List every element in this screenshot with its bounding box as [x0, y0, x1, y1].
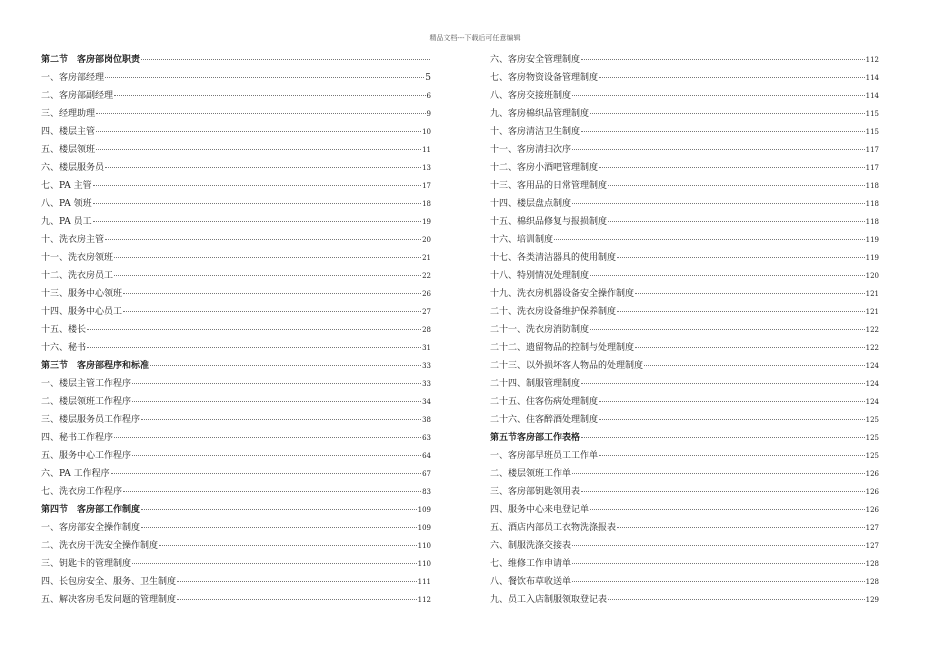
toc-page-number: 33 [422, 380, 431, 388]
toc-entry-title: 十四、楼层盘点制度 [490, 199, 572, 209]
dot-leader [93, 202, 421, 204]
dot-leader [599, 76, 865, 78]
toc-entry[interactable] [490, 195, 879, 213]
toc-entry-title: 二、楼层领班工作单 [490, 469, 572, 479]
toc-entry[interactable] [41, 321, 431, 339]
toc-page-number: 11 [422, 146, 431, 154]
dot-leader [93, 220, 421, 222]
dot-leader [590, 274, 865, 276]
toc-entry[interactable] [490, 501, 879, 519]
toc-entry[interactable] [41, 429, 431, 447]
toc-section-heading[interactable] [490, 429, 879, 447]
dot-leader [105, 166, 421, 168]
toc-entry-title: 十三、客用品的日常管理制度 [490, 181, 608, 191]
toc-entry-title: 一、楼层主管工作程序 [41, 379, 132, 389]
toc-entry-title: 六、制服洗涤交接表 [490, 541, 572, 551]
toc-entry[interactable] [41, 69, 431, 87]
dot-leader [572, 472, 865, 474]
dot-leader [96, 148, 421, 150]
toc-page-number: 120 [865, 272, 879, 280]
toc-page-number: 110 [417, 542, 431, 550]
toc-entry-title: 十、洗衣房主管 [41, 235, 105, 245]
dot-leader [599, 400, 865, 402]
dot-leader [150, 364, 421, 366]
dot-leader [617, 310, 865, 312]
toc-page-number: 19 [422, 218, 431, 226]
toc-entry-title: 十二、洗衣房员工 [41, 271, 114, 281]
dot-leader [123, 490, 421, 492]
toc-page-number: 118 [865, 218, 879, 226]
toc-entry-title: 十四、服务中心员工 [41, 307, 123, 317]
dot-leader [617, 526, 865, 528]
dot-leader [608, 598, 865, 600]
toc-entry-title: 一、客房部早班员工工作单 [490, 451, 599, 461]
toc-entry[interactable] [41, 375, 431, 393]
toc-entry-title: 十一、客房清扫次序 [490, 145, 572, 155]
toc-entry[interactable] [490, 591, 879, 609]
toc-entry[interactable] [490, 69, 879, 87]
dot-leader [599, 454, 865, 456]
dot-leader [87, 328, 421, 330]
toc-entry[interactable] [490, 357, 879, 375]
toc-entry[interactable] [490, 483, 879, 501]
toc-entry-title: 一、客房部安全操作制度 [41, 523, 141, 533]
toc-entry-title: 二十二、遗留物品的控制与处理制度 [490, 343, 635, 353]
toc-entry-title: 九、员工入店制服领取登记表 [490, 595, 608, 605]
dot-leader [93, 184, 421, 186]
toc-page-number: 34 [422, 398, 431, 406]
toc-page-number: 128 [865, 560, 879, 568]
toc-page-number: 118 [865, 200, 879, 208]
dot-leader [581, 130, 865, 132]
toc-entry-title: 六、PA 工作程序 [41, 469, 110, 479]
toc-entry-title: 六、客房安全管理制度 [490, 55, 581, 65]
toc-entry[interactable] [490, 393, 879, 411]
toc-entry[interactable] [41, 87, 431, 105]
dot-leader [644, 364, 865, 366]
toc-page-number: 115 [865, 110, 879, 118]
toc-entry[interactable] [490, 123, 879, 141]
dot-leader [581, 436, 865, 438]
toc-entry[interactable] [490, 465, 879, 483]
toc-entry-title: 六、楼层服务员 [41, 163, 105, 173]
dot-leader [105, 238, 421, 240]
toc-entry-title: 二十一、洗衣房消防制度 [490, 325, 590, 335]
toc-page-number: 5 [425, 73, 431, 83]
toc-entry-title: 二十五、住客伤病处理制度 [490, 397, 599, 407]
toc-entry[interactable] [490, 141, 879, 159]
toc-page-number: 125 [865, 416, 879, 424]
toc-page-number: 119 [865, 236, 879, 244]
toc-entry-title: 四、楼层主管 [41, 127, 96, 137]
toc-entry[interactable] [41, 591, 431, 609]
toc-page-number: 126 [865, 470, 879, 478]
toc-entry-title: 五、酒店内部员工衣物洗涤报表 [490, 523, 617, 533]
dot-leader [132, 562, 417, 564]
dot-leader [132, 454, 421, 456]
toc-entry-title: 五、解决客房毛发问题的管理制度 [41, 595, 177, 605]
toc-entry[interactable] [41, 339, 431, 357]
toc-page-number: 117 [865, 146, 879, 154]
toc-entry-title: 三、经理助理 [41, 109, 96, 119]
toc-entry[interactable] [41, 519, 431, 537]
dot-leader [141, 58, 430, 60]
toc-page-number: 111 [417, 578, 431, 586]
toc-page-number: 127 [865, 524, 879, 532]
toc-entry[interactable] [490, 411, 879, 429]
toc-page-number: 33 [422, 362, 431, 370]
dot-leader [635, 346, 865, 348]
dot-leader [590, 328, 865, 330]
toc-page-number: 114 [865, 92, 879, 100]
dot-leader [572, 544, 865, 546]
toc-entry[interactable] [490, 303, 879, 321]
toc-page-number: 10 [422, 128, 431, 136]
toc-entry-title: 九、PA 员工 [41, 217, 92, 227]
dot-leader [132, 400, 421, 402]
dot-leader [581, 490, 865, 492]
toc-page-number: 118 [865, 182, 879, 190]
toc-entry[interactable] [490, 231, 879, 249]
toc-page-number: 112 [865, 56, 879, 64]
toc-page-number: 124 [865, 398, 879, 406]
toc-page-number: 21 [422, 254, 431, 262]
toc-page-number: 117 [865, 164, 879, 172]
dot-leader [111, 472, 421, 474]
dot-leader [114, 94, 426, 96]
toc-entry-title: 三、楼层服务员工作程序 [41, 415, 141, 425]
toc-entry-title: 五、楼层领班 [41, 145, 96, 155]
toc-entry[interactable] [41, 537, 431, 555]
toc-entry-title: 十二、客房小酒吧管理制度 [490, 163, 599, 173]
toc-entry[interactable] [41, 393, 431, 411]
toc-entry-title: 十七、各类清洁器具的使用制度 [490, 253, 617, 263]
toc-section-heading[interactable] [41, 357, 431, 375]
toc-entry[interactable] [490, 519, 879, 537]
toc-entry[interactable] [490, 573, 879, 591]
toc-entry-title: 十、客房清洁卫生制度 [490, 127, 581, 137]
toc-entry-title: 第四节 客房部工作制度 [41, 505, 141, 515]
toc-entry-title: 第五节客房部工作表格 [490, 433, 581, 443]
toc-entry[interactable] [490, 213, 879, 231]
toc-entry-title: 十五、楼长 [41, 325, 87, 335]
toc-entry[interactable] [490, 375, 879, 393]
toc-page-number: 115 [865, 128, 879, 136]
dot-leader [123, 310, 421, 312]
toc-entry-title: 四、服务中心来电登记单 [490, 505, 590, 515]
dot-leader [114, 436, 421, 438]
toc-page-number: 26 [422, 290, 431, 298]
dot-leader [572, 562, 865, 564]
toc-entry[interactable] [490, 159, 879, 177]
toc-entry[interactable] [41, 123, 431, 141]
toc-entry[interactable] [41, 555, 431, 573]
toc-page-number: 27 [422, 308, 431, 316]
toc-entry[interactable] [41, 249, 431, 267]
toc-left-column [41, 51, 431, 609]
toc-page-number: 31 [422, 344, 431, 352]
toc-page-number: 22 [422, 272, 431, 280]
toc-page-number: 125 [865, 452, 879, 460]
toc-entry-title: 二、客房部副经理 [41, 91, 114, 101]
toc-entry-title: 三、钥匙卡的管理制度 [41, 559, 132, 569]
toc-entry[interactable] [41, 285, 431, 303]
toc-entry-title: 十五、棉织品修复与报损制度 [490, 217, 608, 227]
dot-leader [96, 130, 421, 132]
toc-section-heading[interactable] [41, 51, 431, 69]
toc-entry-title: 八、PA 领班 [41, 199, 92, 209]
dot-leader [114, 256, 421, 258]
toc-page-number: 125 [865, 434, 879, 442]
dot-leader [141, 418, 421, 420]
toc-entry[interactable] [41, 141, 431, 159]
toc-entry-title: 九、客房棉织品管理制度 [490, 109, 590, 119]
toc-page-number: 124 [865, 362, 879, 370]
toc-entry-title: 二、洗衣房干洗安全操作制度 [41, 541, 159, 551]
dot-leader [177, 580, 417, 582]
toc-entry-title: 二、楼层领班工作程序 [41, 397, 132, 407]
toc-entry[interactable] [41, 213, 431, 231]
toc-entry[interactable] [41, 411, 431, 429]
dot-leader [96, 112, 426, 114]
toc-page-number: 109 [417, 524, 431, 532]
toc-entry-title: 十八、特别情况处理制度 [490, 271, 590, 281]
toc-entry[interactable] [490, 339, 879, 357]
toc-page-number: 114 [865, 74, 879, 82]
toc-page-number: 126 [865, 506, 879, 514]
toc-entry[interactable] [41, 447, 431, 465]
dot-leader [554, 238, 865, 240]
toc-page-number: 122 [865, 344, 879, 352]
toc-page-number: 124 [865, 380, 879, 388]
toc-page-number: 110 [417, 560, 431, 568]
dot-leader [581, 382, 865, 384]
dot-leader [114, 274, 421, 276]
toc-entry-title: 七、维修工作申请单 [490, 559, 572, 569]
toc-entry[interactable] [41, 573, 431, 591]
toc-entry-title: 二十六、住客醉酒处理制度 [490, 415, 599, 425]
toc-page-number: 83 [422, 488, 431, 496]
toc-entry[interactable] [41, 159, 431, 177]
toc-entry-title: 十三、服务中心领班 [41, 289, 123, 299]
dot-leader [581, 58, 865, 60]
toc-entry[interactable] [490, 105, 879, 123]
toc-page-number: 128 [865, 578, 879, 586]
toc-entry[interactable] [41, 465, 431, 483]
dot-leader [159, 544, 417, 546]
toc-page-number: 17 [422, 182, 431, 190]
toc-page-number: 126 [865, 488, 879, 496]
toc-page-number: 9 [426, 110, 431, 118]
toc-entry[interactable] [490, 537, 879, 555]
dot-leader [599, 418, 865, 420]
toc-entry-title: 十六、秘书 [41, 343, 87, 353]
toc-page-number: 64 [422, 452, 431, 460]
toc-right-column [490, 51, 879, 609]
toc-page-number: 6 [426, 92, 431, 100]
toc-entry[interactable] [41, 231, 431, 249]
toc-page-number: 67 [422, 470, 431, 478]
dot-leader [617, 256, 865, 258]
toc-entry[interactable] [41, 195, 431, 213]
toc-entry[interactable] [41, 105, 431, 123]
toc-entry[interactable] [490, 447, 879, 465]
dot-leader [132, 382, 421, 384]
toc-entry-title: 八、餐饮布草收送单 [490, 577, 572, 587]
toc-page-number: 127 [865, 542, 879, 550]
toc-section-heading[interactable] [41, 501, 431, 519]
toc-entry-title: 二十四、制服管理制度 [490, 379, 581, 389]
page-header: 精品文档---下载后可任意编辑 [429, 34, 521, 42]
dot-leader [572, 94, 865, 96]
toc-page-number: 121 [865, 308, 879, 316]
toc-page-number: 112 [417, 596, 431, 604]
toc-entry-title: 五、服务中心工作程序 [41, 451, 132, 461]
toc-entry-title: 十六、培训制度 [490, 235, 554, 245]
toc-entry-title: 四、秘书工作程序 [41, 433, 114, 443]
dot-leader [599, 166, 865, 168]
toc-entry-title: 第三节 客房部程序和标准 [41, 361, 150, 371]
toc-entry[interactable] [41, 483, 431, 501]
dot-leader [590, 112, 865, 114]
toc-entry-title: 三、客房部钥匙领用表 [490, 487, 581, 497]
dot-leader [572, 580, 865, 582]
toc-entry-title: 七、客房物资设备管理制度 [490, 73, 599, 83]
toc-page-number: 129 [865, 596, 879, 604]
dot-leader [572, 202, 865, 204]
dot-leader [590, 508, 865, 510]
toc-entry[interactable] [490, 267, 879, 285]
dot-leader [105, 76, 424, 78]
dot-leader [572, 148, 865, 150]
toc-entry[interactable] [490, 321, 879, 339]
toc-entry[interactable] [490, 249, 879, 267]
toc-page-number: 28 [422, 326, 431, 334]
toc-entry[interactable] [490, 177, 879, 195]
toc-entry[interactable] [490, 285, 879, 303]
toc-entry[interactable] [41, 177, 431, 195]
toc-page-number: 63 [422, 434, 431, 442]
dot-leader [141, 526, 417, 528]
toc-page-number: 122 [865, 326, 879, 334]
toc-entry-title: 一、客房部经理 [41, 73, 105, 83]
toc-entry-title: 四、长包房安全、服务、卫生制度 [41, 577, 177, 587]
toc-entry-title: 二十、洗衣房设备维护保养制度 [490, 307, 617, 317]
toc-page-number: 38 [422, 416, 431, 424]
toc-entry[interactable] [490, 51, 879, 69]
dot-leader [123, 292, 421, 294]
toc-page-number: 13 [422, 164, 431, 172]
toc-page-number: 20 [422, 236, 431, 244]
toc-entry[interactable] [41, 303, 431, 321]
toc-entry-title: 十一、洗衣房领班 [41, 253, 114, 263]
dot-leader [87, 346, 421, 348]
toc-page-number: 121 [865, 290, 879, 298]
toc-entry-title: 八、客房交接班制度 [490, 91, 572, 101]
toc-entry-title: 二十三、以外损坏客人物品的处理制度 [490, 361, 644, 371]
toc-entry[interactable] [41, 267, 431, 285]
dot-leader [608, 220, 865, 222]
toc-page-number: 119 [865, 254, 879, 262]
toc-entry-title: 十九、洗衣房机器设备安全操作制度 [490, 289, 635, 299]
toc-entry[interactable] [490, 555, 879, 573]
toc-page-number: 18 [422, 200, 431, 208]
dot-leader [635, 292, 865, 294]
toc-entry-title: 七、洗衣房工作程序 [41, 487, 123, 497]
dot-leader [141, 508, 417, 510]
dot-leader [177, 598, 417, 600]
toc-entry[interactable] [490, 87, 879, 105]
toc-page-number: 109 [417, 506, 431, 514]
toc-entry-title: 七、PA 主管 [41, 181, 92, 191]
toc-entry-title: 第二节 客房部岗位职责 [41, 55, 141, 65]
dot-leader [608, 184, 865, 186]
